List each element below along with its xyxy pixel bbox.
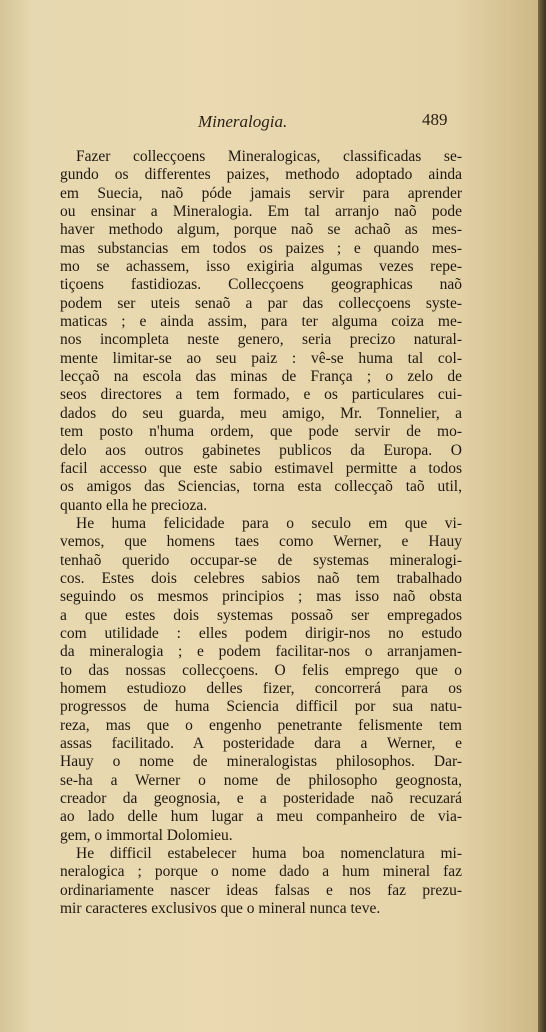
text-line: gundo os differentes paizes, methodo adoptado ainda (60, 166, 462, 184)
text-line: He difficil estabelecer huma boa nomenclatura mi- (76, 845, 462, 863)
text-line: ao lado delle hum lugar a meu companheiro de via- (60, 808, 462, 826)
text-line: maticas ; e ainda assim, para ter alguma coiza me- (60, 313, 462, 331)
text-line: mo se achassem, isso exigiria algumas vezes repe- (60, 258, 462, 276)
text-line: homem estudiozo delles fizer, concorrerá para os (60, 679, 462, 697)
running-head: Mineralogia. (198, 112, 288, 131)
text-line: lecçaõ na escola das minas de França ; o zelo de (60, 368, 462, 386)
text-line: gem, o immortal Dolomieu. (60, 826, 233, 844)
text-line: reza, mas que o engenho penetrante felismente tem (60, 716, 462, 734)
text-line: nos incompleta neste genero, seria precizo natural- (60, 331, 462, 349)
text-line: a que estes dois systemas possaõ ser empregados (60, 606, 462, 624)
text-line: quanto ella he precioza. (60, 496, 208, 514)
text-line: neralogica ; porque o nome dado a hum mineral faz (60, 863, 462, 881)
page-number: 489 (422, 110, 448, 129)
text-line: He huma felicidade para o seculo em que vi- (76, 514, 462, 532)
page-edge (538, 0, 546, 1032)
text-line: tem posto n'huma ordem, que pode servir de mo- (60, 423, 462, 441)
text-line: tenhaõ querido occupar-se de systemas mineralogi- (60, 551, 462, 569)
text-line: progressos de huma Sciencia difficil por sua natu- (60, 698, 462, 716)
text-line: mir caracteres exclusivos que o mineral nunca teve. (60, 900, 381, 918)
text-line: se-ha a Werner o nome de philosopho geognosta, (60, 771, 462, 789)
text-line: dados do seu guarda, meu amigo, Mr. Tonnelier, a (60, 404, 462, 422)
text-line: assas facilitado. A posteridade dara a Werner, e (60, 735, 462, 752)
text-line: com utilidade : elles podem dirigir-nos no estudo (60, 624, 462, 642)
text-line: ou ensinar a Mineralogia. Em tal arranjo naõ pode (60, 203, 462, 221)
text-line: em Suecia, naõ póde jamais servir para aprender (60, 184, 462, 202)
text-line: tiçoens fastidiozas. Collecçoens geographicas naõ (60, 276, 462, 294)
text-line: mente limitar-se ao seu paiz : vê-se huma tal col- (60, 349, 462, 367)
text-line: seos directores a tem formado, e os particulares cui- (60, 386, 462, 404)
text-line: to das nossas collecçoens. O felis emprego que o (60, 661, 462, 679)
text-line: mas substancias em todos os paizes ; e quando mes- (60, 239, 462, 257)
paragraph (60, 845, 462, 918)
body-text (60, 148, 462, 918)
page-header (0, 110, 538, 134)
text-line: ordinariamente nascer ideas falsas e nos faz prezu- (60, 881, 462, 899)
paragraph (60, 148, 462, 515)
text-line: creador da geognosia, e a posteridade naõ recuzará (60, 790, 462, 808)
paragraph (60, 515, 462, 845)
text-line: da mineralogia ; e podem facilitar-nos o arranjamen- (60, 643, 462, 661)
text-line: vemos, que homens taes como Werner, e Hauy (60, 533, 462, 551)
text-line: facil accesso que este sabio estimavel permitte a todos (60, 459, 462, 477)
text-line: os amigos das Sciencias, torna esta collecçaõ taõ util, (60, 478, 462, 496)
text-line: podem ser uteis senaõ a par das collecçoens syste- (60, 294, 462, 312)
text-line: cos. Estes dois celebres sabios naõ tem trabalhado (60, 569, 462, 587)
text-line: Fazer collecçoens Mineralogicas, classificadas se- (76, 148, 462, 165)
text-line: delo aos outros gabinetes publicos da Europa. O (60, 441, 462, 459)
text-line: haver methodo algum, porque naõ se achaõ as mes- (60, 221, 462, 239)
text-line: Hauy o nome de mineralogistas philosophos. Dar- (60, 753, 462, 771)
text-line: seguindo os mesmos principios ; mas isso naõ obsta (60, 588, 462, 606)
